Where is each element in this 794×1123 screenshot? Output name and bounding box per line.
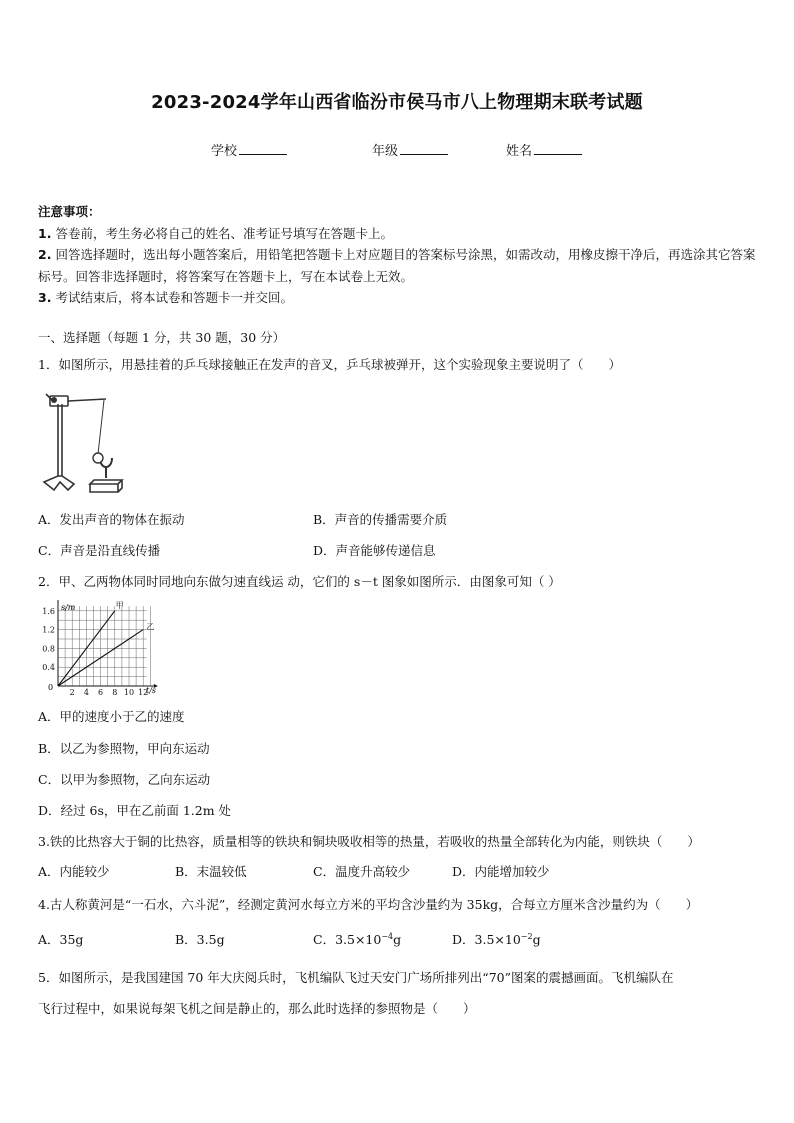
clamp-arm [68,399,106,401]
q3-option-c[interactable]: C．温度升高较少 [313,864,411,879]
stand-base [44,476,74,490]
x-tick-label: 2 [69,688,75,697]
origin-label: 0 [48,683,54,692]
q2-option-a[interactable]: A．甲的速度小于乙的速度 [38,709,185,724]
notice-block [38,201,758,309]
fork-block [90,480,122,492]
q3-option-b[interactable]: B．末温较低 [175,864,247,879]
q4-option-c-exp: −4 [381,931,394,941]
ping-pong-ball [93,453,103,463]
pendulum-string [98,400,104,454]
notice-text: 考试结束后，将本试卷和答题卡一并交回。 [55,290,293,305]
notice-item-2 [38,244,758,287]
series-label: 乙 [146,622,155,632]
q1-option-d[interactable]: D．声音能够传递信息 [313,543,436,558]
chart-axes [56,600,158,688]
q4-option-b[interactable]: B．3.5g [175,932,225,947]
q2-option-c[interactable]: C．以甲为参照物，乙向东运动 [38,772,211,787]
y-tick-label: 0.4 [42,663,55,673]
st-chart [34,600,166,700]
y-tick-label: 1.6 [42,606,55,616]
x-tick-label: 6 [98,688,104,697]
q4-option-c[interactable] [313,930,401,948]
notice-text: 回答选择题时，选出每小题答案后，用铅笔把答题卡上对应题目的答案标号涂黑，如需改动，用橡皮擦干净后，再选涂其它答案标号。回答非选择题时，将答案写在答题卡上，写在本试卷上无效。 [38,247,756,284]
section-heading: 一、选择题（每题 1 分，共 30 题，30 分） [38,330,286,345]
x-tick-label: 4 [83,688,89,697]
notice-item-1 [38,223,758,245]
q4-option-d-base: D．3.5×10 [452,932,521,947]
q4-option-d-exp: −2 [520,931,533,941]
notice-num: 3. [38,290,52,305]
x-axis-label: t/s [146,686,157,695]
name-label: 姓名 [506,144,533,159]
notice-num: 2. [38,247,52,262]
tuning-fork-figure [36,386,132,498]
q1-option-a[interactable]: A．发出声音的物体在振动 [38,512,185,527]
name-blank[interactable] [534,142,582,155]
y-tick-label: 1.2 [42,625,55,635]
question-5-stem-line1: 5．如图所示，是我国建国 70 年大庆阅兵时，飞机编队飞过天安门广场所排列出“70”图案的震撼画面。飞机编队在 [38,970,674,985]
q2-option-b[interactable]: B．以乙为参照物，甲向东运动 [38,741,210,756]
q4-option-c-base: C．3.5×10 [313,932,382,947]
grade-field[interactable] [372,140,448,159]
question-1-stem: 1．如图所示，用悬挂着的乒乓球接触正在发声的音叉，乒乓球被弹开，这个实验现象主要说明了（ ） [38,357,621,372]
question-2-stem: 2．甲、乙两物体同时同地向东做匀速直线运 动，它们的 s－t 图象如图所示．由图象可知（ ） [38,574,561,589]
notice-num: 1. [38,225,52,241]
grade-label: 年级 [372,144,399,159]
q4-option-c-unit: g [393,932,402,947]
question-4-stem: 4.古人称黄河是“一石水，六斗泥”，经测定黄河水每立方米的平均含沙量约为 35kg，合每立方厘米含沙量约为（ ） [38,897,699,912]
x-tick-label: 10 [123,688,135,697]
q3-option-d[interactable]: D．内能增加较少 [452,864,550,879]
notice-item-3 [38,287,758,309]
school-label: 学校 [211,144,238,159]
notice-heading: 注意事项： [38,204,101,219]
question-5-stem-line2: 飞行过程中，如果说每架飞机之间是静止的，那么此时选择的参照物是（ ） [38,1001,476,1016]
q3-option-a[interactable]: A．内能较少 [38,864,110,879]
q1-option-b[interactable]: B．声音的传播需要介质 [313,512,448,527]
y-axis-label: s/m [61,603,76,612]
y-tick-label: 0.8 [42,644,55,654]
q1-option-c[interactable]: C．声音是沿直线传播 [38,543,161,558]
question-3-stem: 3.铁的比热容大于铜的比热容，质量相等的铁块和铜块吸收相等的热量，若吸收的热量全部转化为内能，则铁块（ ） [38,834,700,849]
x-tick-label: 8 [112,688,118,697]
q4-option-a[interactable]: A．35g [38,932,84,947]
chart-grid [58,606,150,686]
name-field[interactable] [506,140,582,159]
school-field[interactable] [211,140,287,159]
q4-option-d[interactable] [452,930,541,948]
x-tick-label: 12 [138,688,149,697]
school-blank[interactable] [239,142,287,155]
notice-text: 答卷前，考生务必将自己的姓名、准考证号填写在答题卡上。 [55,225,393,241]
q2-option-d[interactable]: D．经过 6s，甲在乙前面 1.2m 处 [38,803,232,818]
q4-option-d-unit: g [532,932,541,947]
page-title: 2023-2024学年山西省临汾市侯马市八上物理期末联考试题 [151,92,643,113]
series-label: 甲 [115,600,124,610]
grade-blank[interactable] [400,142,448,155]
